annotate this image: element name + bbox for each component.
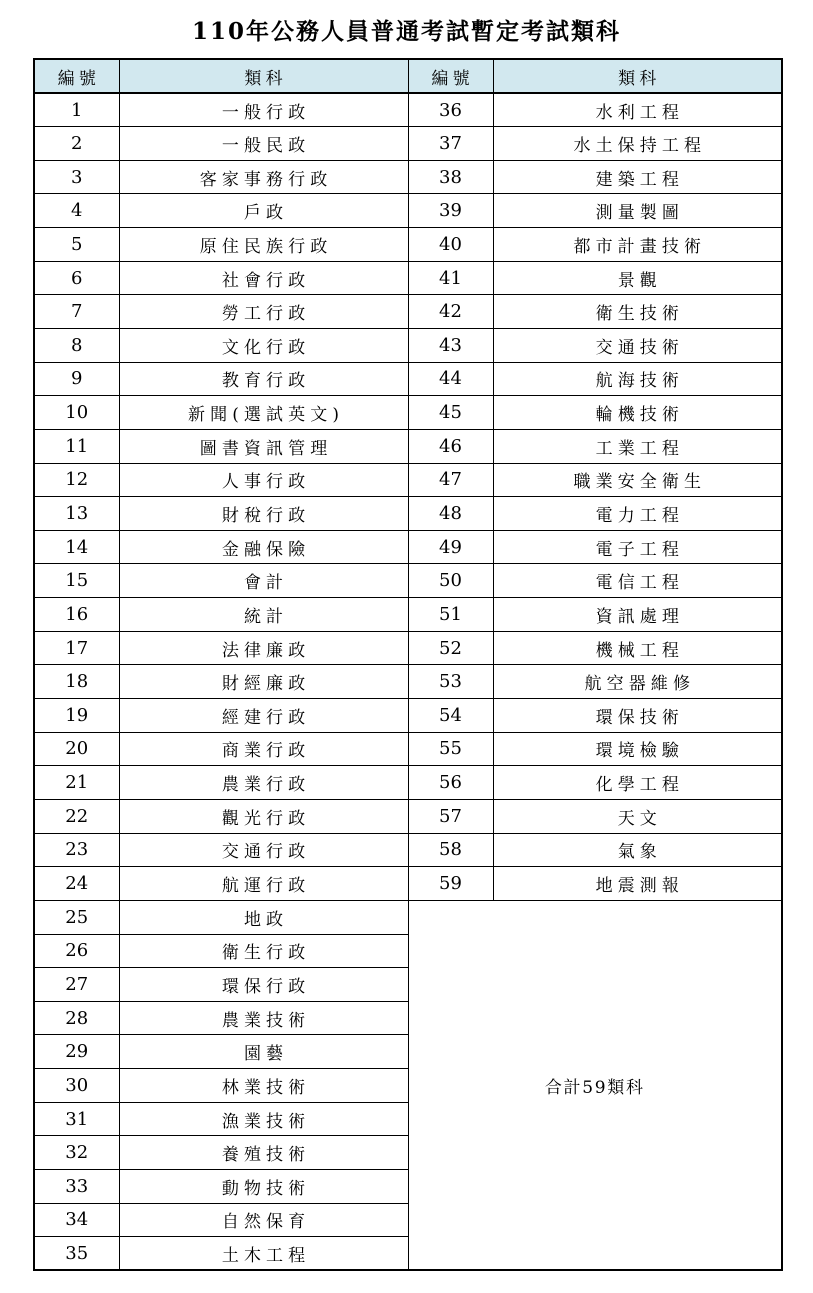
row-number-cell: 11	[34, 429, 119, 463]
table-row	[34, 766, 782, 800]
row-number-cell: 26	[34, 934, 119, 968]
page-title: 110年公務人員普通考試暫定考試類科	[191, 18, 621, 45]
table-row	[34, 665, 782, 699]
category-cell: 航空器維修	[493, 665, 782, 699]
row-number-cell: 52	[408, 631, 493, 665]
row-number-cell: 41	[408, 261, 493, 295]
header-number-right: 編號	[408, 59, 493, 93]
table-row	[34, 833, 782, 867]
row-number-cell: 3	[34, 160, 119, 194]
category-cell: 交通行政	[119, 833, 408, 867]
row-number-cell: 21	[34, 766, 119, 800]
row-number-cell: 25	[34, 900, 119, 934]
row-number-cell: 49	[408, 530, 493, 564]
row-number-cell: 47	[408, 463, 493, 497]
category-cell: 新聞(選試英文)	[119, 396, 408, 430]
row-number-cell: 20	[34, 732, 119, 766]
category-cell: 建築工程	[493, 160, 782, 194]
row-number-cell: 1	[34, 93, 119, 127]
total-summary-cell: 合計59類科	[408, 900, 782, 1270]
row-number-cell: 10	[34, 396, 119, 430]
category-cell: 交通技術	[493, 328, 782, 362]
row-number-cell: 53	[408, 665, 493, 699]
row-number-cell: 8	[34, 328, 119, 362]
row-number-cell: 59	[408, 867, 493, 901]
category-cell: 觀光行政	[119, 799, 408, 833]
table-row	[34, 160, 782, 194]
category-cell: 金融保險	[119, 530, 408, 564]
row-number-cell: 9	[34, 362, 119, 396]
category-cell: 商業行政	[119, 732, 408, 766]
row-number-cell: 44	[408, 362, 493, 396]
category-cell: 氣象	[493, 833, 782, 867]
category-cell: 都市計畫技術	[493, 228, 782, 262]
category-cell: 測量製圖	[493, 194, 782, 228]
row-number-cell: 54	[408, 699, 493, 733]
table-row	[34, 900, 782, 934]
category-cell: 環保行政	[119, 968, 408, 1002]
table-row	[34, 93, 782, 127]
category-cell: 天文	[493, 799, 782, 833]
category-cell: 自然保育	[119, 1203, 408, 1237]
row-number-cell: 24	[34, 867, 119, 901]
row-number-cell: 42	[408, 295, 493, 329]
row-number-cell: 36	[408, 93, 493, 127]
category-cell: 航運行政	[119, 867, 408, 901]
category-cell: 電力工程	[493, 497, 782, 531]
category-cell: 原住民族行政	[119, 228, 408, 262]
header-number-left: 編號	[34, 59, 119, 93]
category-cell: 環保技術	[493, 699, 782, 733]
category-cell: 機械工程	[493, 631, 782, 665]
row-number-cell: 19	[34, 699, 119, 733]
row-number-cell: 6	[34, 261, 119, 295]
table-row	[34, 429, 782, 463]
category-cell: 土木工程	[119, 1237, 408, 1271]
category-cell: 動物技術	[119, 1170, 408, 1204]
table-row	[34, 732, 782, 766]
row-number-cell: 34	[34, 1203, 119, 1237]
table-row	[34, 463, 782, 497]
row-number-cell: 14	[34, 530, 119, 564]
row-number-cell: 39	[408, 194, 493, 228]
header-category-left: 類科	[119, 59, 408, 93]
category-cell: 水土保持工程	[493, 127, 782, 161]
category-cell: 經建行政	[119, 699, 408, 733]
table-row	[34, 261, 782, 295]
category-cell: 統計	[119, 598, 408, 632]
row-number-cell: 7	[34, 295, 119, 329]
category-cell: 衛生技術	[493, 295, 782, 329]
category-cell: 文化行政	[119, 328, 408, 362]
category-cell: 輪機技術	[493, 396, 782, 430]
category-cell: 圖書資訊管理	[119, 429, 408, 463]
row-number-cell: 16	[34, 598, 119, 632]
table-row	[34, 362, 782, 396]
table-row	[34, 295, 782, 329]
category-cell: 會計	[119, 564, 408, 598]
category-cell: 電信工程	[493, 564, 782, 598]
table-row	[34, 127, 782, 161]
category-cell: 一般行政	[119, 93, 408, 127]
row-number-cell: 29	[34, 1035, 119, 1069]
row-number-cell: 33	[34, 1170, 119, 1204]
row-number-cell: 58	[408, 833, 493, 867]
category-cell: 景觀	[493, 261, 782, 295]
category-cell: 航海技術	[493, 362, 782, 396]
row-number-cell: 2	[34, 127, 119, 161]
category-cell: 農業行政	[119, 766, 408, 800]
table-row	[34, 194, 782, 228]
table-body	[34, 93, 782, 1270]
row-number-cell: 56	[408, 766, 493, 800]
row-number-cell: 50	[408, 564, 493, 598]
table-row	[34, 631, 782, 665]
table-row	[34, 497, 782, 531]
row-number-cell: 13	[34, 497, 119, 531]
category-cell: 一般民政	[119, 127, 408, 161]
category-cell: 客家事務行政	[119, 160, 408, 194]
table-header-row	[34, 59, 782, 93]
category-cell: 農業技術	[119, 1001, 408, 1035]
row-number-cell: 5	[34, 228, 119, 262]
category-cell: 資訊處理	[493, 598, 782, 632]
header-category-right: 類科	[493, 59, 782, 93]
table-row	[34, 699, 782, 733]
category-cell: 人事行政	[119, 463, 408, 497]
category-cell: 地震測報	[493, 867, 782, 901]
category-cell: 養殖技術	[119, 1136, 408, 1170]
row-number-cell: 48	[408, 497, 493, 531]
category-cell: 化學工程	[493, 766, 782, 800]
row-number-cell: 28	[34, 1001, 119, 1035]
row-number-cell: 37	[408, 127, 493, 161]
category-cell: 社會行政	[119, 261, 408, 295]
category-cell: 衛生行政	[119, 934, 408, 968]
category-cell: 教育行政	[119, 362, 408, 396]
row-number-cell: 12	[34, 463, 119, 497]
table-row	[34, 598, 782, 632]
category-cell: 漁業技術	[119, 1102, 408, 1136]
row-number-cell: 4	[34, 194, 119, 228]
category-cell: 法律廉政	[119, 631, 408, 665]
category-cell: 戶政	[119, 194, 408, 228]
row-number-cell: 55	[408, 732, 493, 766]
row-number-cell: 31	[34, 1102, 119, 1136]
category-cell: 財經廉政	[119, 665, 408, 699]
category-cell: 水利工程	[493, 93, 782, 127]
row-number-cell: 17	[34, 631, 119, 665]
table-row	[34, 530, 782, 564]
row-number-cell: 40	[408, 228, 493, 262]
row-number-cell: 35	[34, 1237, 119, 1271]
category-cell: 財稅行政	[119, 497, 408, 531]
row-number-cell: 23	[34, 833, 119, 867]
exam-category-table	[33, 58, 783, 1271]
row-number-cell: 15	[34, 564, 119, 598]
row-number-cell: 45	[408, 396, 493, 430]
row-number-cell: 43	[408, 328, 493, 362]
table-row	[34, 328, 782, 362]
table-row	[34, 228, 782, 262]
row-number-cell: 57	[408, 799, 493, 833]
category-cell: 林業技術	[119, 1069, 408, 1103]
category-cell: 電子工程	[493, 530, 782, 564]
table-row	[34, 564, 782, 598]
category-cell: 地政	[119, 900, 408, 934]
row-number-cell: 30	[34, 1069, 119, 1103]
row-number-cell: 27	[34, 968, 119, 1002]
category-cell: 職業安全衛生	[493, 463, 782, 497]
row-number-cell: 32	[34, 1136, 119, 1170]
row-number-cell: 51	[408, 598, 493, 632]
category-cell: 工業工程	[493, 429, 782, 463]
category-cell: 勞工行政	[119, 295, 408, 329]
row-number-cell: 46	[408, 429, 493, 463]
row-number-cell: 18	[34, 665, 119, 699]
row-number-cell: 38	[408, 160, 493, 194]
row-number-cell: 22	[34, 799, 119, 833]
category-cell: 環境檢驗	[493, 732, 782, 766]
table-row	[34, 867, 782, 901]
table-row	[34, 799, 782, 833]
table-row	[34, 396, 782, 430]
category-cell: 園藝	[119, 1035, 408, 1069]
